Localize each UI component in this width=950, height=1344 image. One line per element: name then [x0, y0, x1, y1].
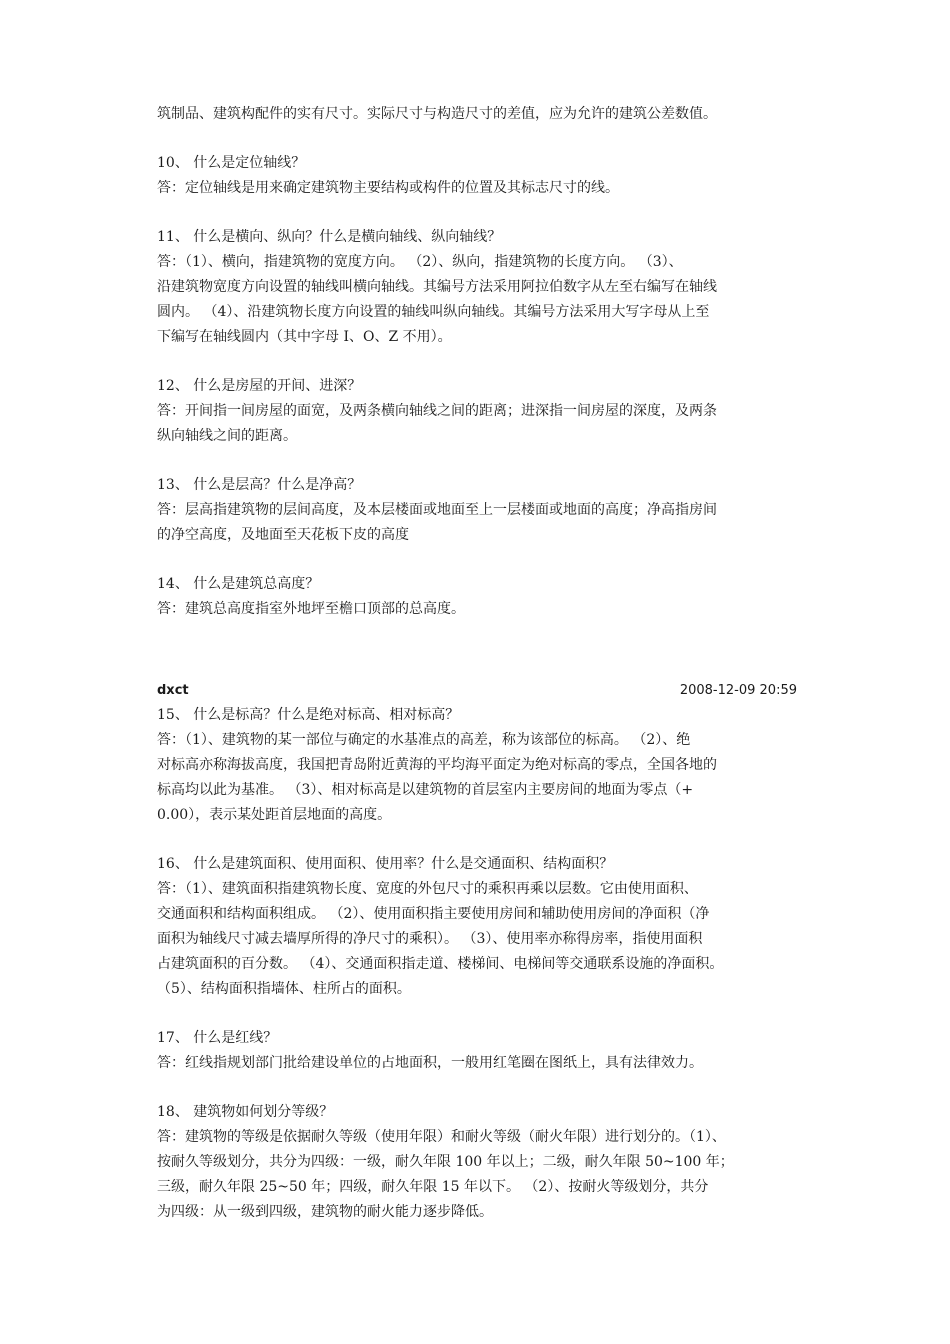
question-17: 17、 什么是红线？	[157, 1030, 278, 1046]
qa-block-17	[157, 1026, 797, 1076]
qa-block-14	[157, 572, 797, 622]
answer-16-line: 占建筑面积的百分数。 （4）、交通面积指走道、楼梯间、电梯间等交通联系设施的净面积。	[157, 956, 724, 972]
answer-11-line: 下编写在轴线圆内（其中字母 I、O、Z 不用）。	[157, 329, 452, 345]
answer-11-line: 答：（1）、横向，指建筑物的宽度方向。 （2）、纵向，指建筑物的长度方向。 （3）、	[157, 254, 683, 270]
answer-17-line: 答：红线指规划部门批给建设单位的占地面积，一般用红笔圈在图纸上，具有法律效力。	[157, 1055, 703, 1071]
answer-16-line: 面积为轴线尺寸减去墙厚所得的净尺寸的乘积）。 （3）、使用率亦称得房率，指使用面积	[157, 931, 703, 947]
answer-16-line: （5）、结构面积指墙体、柱所占的面积。	[157, 981, 411, 997]
qa-block-13	[157, 473, 797, 548]
document-page	[157, 102, 797, 1225]
qa-block-11	[157, 225, 797, 350]
post-header	[157, 678, 797, 703]
qa-block-12	[157, 374, 797, 449]
answer-15-line: 答：（1）、建筑物的某一部位与确定的水基准点的高差，称为该部位的标高。 （2）、绝	[157, 732, 691, 748]
question-14: 14、 什么是建筑总高度？	[157, 576, 320, 592]
answer-13-line: 的净空高度，及地面至天花板下皮的高度	[157, 527, 409, 543]
question-18: 18、 建筑物如何划分等级？	[157, 1104, 334, 1120]
question-10: 10、 什么是定位轴线？	[157, 155, 306, 171]
answer-12-line: 纵向轴线之间的距离。	[157, 428, 297, 444]
question-15: 15、 什么是标高？什么是绝对标高、相对标高？	[157, 707, 460, 723]
answer-16-line: 答：（1）、建筑面积指建筑物长度、宽度的外包尺寸的乘积再乘以层数。它由使用面积、	[157, 881, 698, 897]
answer-18-line: 三级，耐久年限 25~50 年；四级，耐久年限 15 年以下。 （2）、按耐火等级划分，共分	[157, 1179, 709, 1195]
qa-block-15	[157, 703, 797, 828]
post-timestamp: 2008-12-09 20:59	[679, 683, 797, 698]
answer-11-line: 圆内。 （4）、沿建筑物长度方向设置的轴线叫纵向轴线。其编号方法采用大写字母从上至	[157, 304, 710, 320]
intro-text: 筑制品、建筑构配件的实有尺寸。实际尺寸与构造尺寸的差值，应为允许的建筑公差数值。	[157, 106, 717, 122]
answer-18-line: 按耐久等级划分，共分为四级：一级，耐久年限 100 年以上；二级，耐久年限 50~100 年；	[157, 1154, 734, 1170]
answer-16-line: 交通面积和结构面积组成。 （2）、使用面积指主要使用房间和辅助使用房间的净面积（净	[157, 906, 710, 922]
answer-12-line: 答：开间指一间房屋的面宽，及两条横向轴线之间的距离；进深指一间房屋的深度，及两条	[157, 403, 717, 419]
answer-15-line: 标高均以此为基准。 （3）、相对标高是以建筑物的首层室内主要房间的地面为零点（+	[157, 782, 694, 798]
post-author[interactable]: dxct	[157, 683, 189, 698]
answer-10-line: 答：定位轴线是用来确定建筑物主要结构或构件的位置及其标志尺寸的线。	[157, 180, 619, 196]
answer-15-line: 0.00），表示某处距首层地面的高度。	[157, 807, 392, 823]
answer-13-line: 答：层高指建筑物的层间高度，及本层楼面或地面至上一层楼面或地面的高度；净高指房间	[157, 502, 717, 518]
question-16: 16、 什么是建筑面积、使用面积、使用率？什么是交通面积、结构面积？	[157, 856, 614, 872]
question-11: 11、 什么是横向、纵向？什么是横向轴线、纵向轴线？	[157, 229, 502, 245]
answer-11-line: 沿建筑物宽度方向设置的轴线叫横向轴线。其编号方法采用阿拉伯数字从左至右编写在轴线	[157, 279, 717, 295]
qa-block-10	[157, 151, 797, 201]
question-12: 12、 什么是房屋的开间、进深？	[157, 378, 362, 394]
qa-block-18	[157, 1100, 797, 1225]
answer-18-line: 为四级：从一级到四级，建筑物的耐火能力逐步降低。	[157, 1204, 493, 1220]
answer-18-line: 答：建筑物的等级是依据耐久等级（使用年限）和耐火等级（耐火年限）进行划分的。（1）、	[157, 1129, 726, 1145]
qa-block-16	[157, 852, 797, 1002]
answer-15-line: 对标高亦称海拔高度，我国把青岛附近黄海的平均海平面定为绝对标高的零点，全国各地的	[157, 757, 717, 773]
question-13: 13、 什么是层高？什么是净高？	[157, 477, 362, 493]
answer-14-line: 答：建筑总高度指室外地坪至檐口顶部的总高度。	[157, 601, 465, 617]
